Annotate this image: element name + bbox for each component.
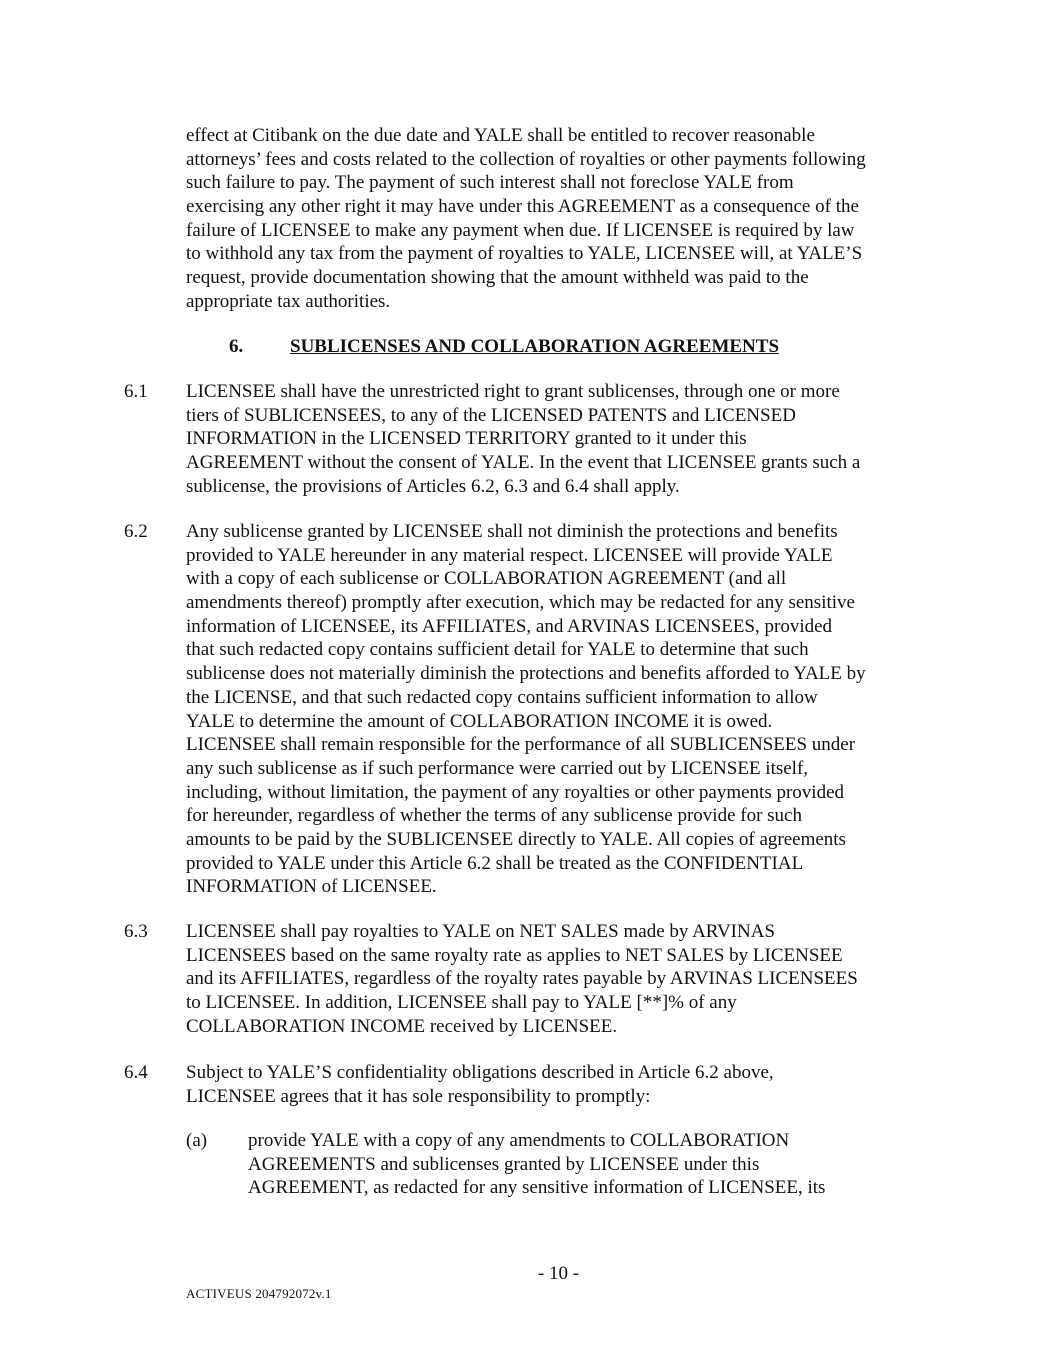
clause-number: 6.4 <box>124 1062 148 1083</box>
paragraph-line: to LICENSEE. In addition, LICENSEE shall pay to YALE [**]% of any <box>186 992 737 1014</box>
paragraph-line: COLLABORATION INCOME received by LICENSEE. <box>186 1015 618 1037</box>
paragraph-line: that such redacted copy contains sufficient detail for YALE to determine that such <box>186 639 809 661</box>
paragraph-line: any such sublicense as if such performance were carried out by LICENSEE itself, <box>186 757 809 779</box>
paragraph-line: effect at Citibank on the due date and YALE shall be entitled to recover reasonable <box>186 125 815 146</box>
clause-6-3-text <box>186 920 858 1038</box>
paragraph-line: amounts to be paid by the SUBLICENSEE directly to YALE. All copies of agreements <box>186 828 846 850</box>
paragraph-line: with a copy of each sublicense or COLLABORATION AGREEMENT (and all <box>186 568 787 590</box>
subclause-a-text <box>248 1129 825 1200</box>
paragraph-line: LICENSEE shall pay royalties to YALE on NET SALES made by ARVINAS <box>186 921 776 942</box>
document-id: ACTIVEUS 204792072v.1 <box>186 1286 332 1301</box>
clause-6-4-text <box>186 1061 774 1108</box>
paragraph-line: LICENSEE shall remain responsible for the performance of all SUBLICENSEES under <box>186 734 856 756</box>
section-title: SUBLICENSES AND COLLABORATION AGREEMENTS <box>290 336 780 357</box>
paragraph-line: Subject to YALE’S confidentiality obligations described in Article 6.2 above, <box>186 1062 774 1083</box>
paragraph-line: LICENSEE agrees that it has sole responsibility to promptly: <box>186 1085 651 1107</box>
paragraph-line: YALE to determine the amount of COLLABORATION INCOME it is owed. <box>186 710 773 732</box>
paragraph-line: AGREEMENTS and sublicenses granted by LICENSEE under this <box>248 1153 760 1175</box>
paragraph-line: provided to YALE hereunder in any material respect. LICENSEE will provide YALE <box>186 544 833 566</box>
paragraph-line: including, without limitation, the payment of any royalties or other payments provided <box>186 781 845 803</box>
paragraph-line: tiers of SUBLICENSEES, to any of the LICENSED PATENTS and LICENSED <box>186 404 796 426</box>
paragraph-line: LICENSEE shall have the unrestricted right to grant sublicenses, through one or more <box>186 381 840 402</box>
paragraph-line: provided to YALE under this Article 6.2 shall be treated as the CONFIDENTIAL <box>186 852 804 874</box>
clause-number: 6.1 <box>124 381 148 402</box>
page-number: - 10 - <box>537 1263 580 1284</box>
paragraph-line: failure of LICENSEE to make any payment when due. If LICENSEE is required by law <box>186 219 855 241</box>
paragraph-line: Any sublicense granted by LICENSEE shall not diminish the protections and benefits <box>186 521 838 542</box>
paragraph-line: the LICENSE, and that such redacted copy contains sufficient information to allow <box>186 686 818 708</box>
paragraph-line: sublicense does not materially diminish the protections and benefits afforded to YALE by <box>186 663 866 685</box>
subclause-label: (a) <box>186 1130 208 1151</box>
paragraph-line: information of LICENSEE, its AFFILIATES, and ARVINAS LICENSEES, provided <box>186 615 833 637</box>
paragraph-line: attorneys’ fees and costs related to the collection of royalties or other payments following <box>186 148 866 170</box>
paragraph-line: INFORMATION in the LICENSED TERRITORY granted to it under this <box>186 428 747 450</box>
paragraph-line: exercising any other right it may have under this AGREEMENT as a consequence of the <box>186 196 859 218</box>
paragraph-line: amendments thereof) promptly after execution, which may be redacted for any sensitive <box>186 592 855 614</box>
paragraph-line: for hereunder, regardless of whether the terms of any sublicense provide for such <box>186 805 802 827</box>
section-number: 6. <box>229 336 244 357</box>
clause-6-1-text <box>186 380 860 498</box>
intro-paragraph <box>186 124 866 314</box>
paragraph-line: and its AFFILIATES, regardless of the royalty rates payable by ARVINAS LICENSEES <box>186 968 858 990</box>
clause-number: 6.2 <box>124 521 148 542</box>
paragraph-line: INFORMATION of LICENSEE. <box>186 876 437 898</box>
paragraph-line: AGREEMENT without the consent of YALE. In the event that LICENSEE grants such a <box>186 452 861 474</box>
paragraph-line: such failure to pay. The payment of such interest shall not foreclose YALE from <box>186 172 794 194</box>
paragraph-line: provide YALE with a copy of any amendments to COLLABORATION <box>248 1130 790 1151</box>
paragraph-line: request, provide documentation showing that the amount withheld was paid to the <box>186 267 809 289</box>
clause-number: 6.3 <box>124 921 148 942</box>
paragraph-line: appropriate tax authorities. <box>186 290 391 312</box>
paragraph-line: sublicense, the provisions of Articles 6.2, 6.3 and 6.4 shall apply. <box>186 475 680 497</box>
paragraph-line: to withhold any tax from the payment of royalties to YALE, LICENSEE will, at YALE’S <box>186 243 863 265</box>
paragraph-line: AGREEMENT, as redacted for any sensitive information of LICENSEE, its <box>248 1177 826 1199</box>
paragraph-line: LICENSEES based on the same royalty rate as applies to NET SALES by LICENSEE <box>186 944 843 966</box>
clause-6-2-text <box>186 520 866 899</box>
